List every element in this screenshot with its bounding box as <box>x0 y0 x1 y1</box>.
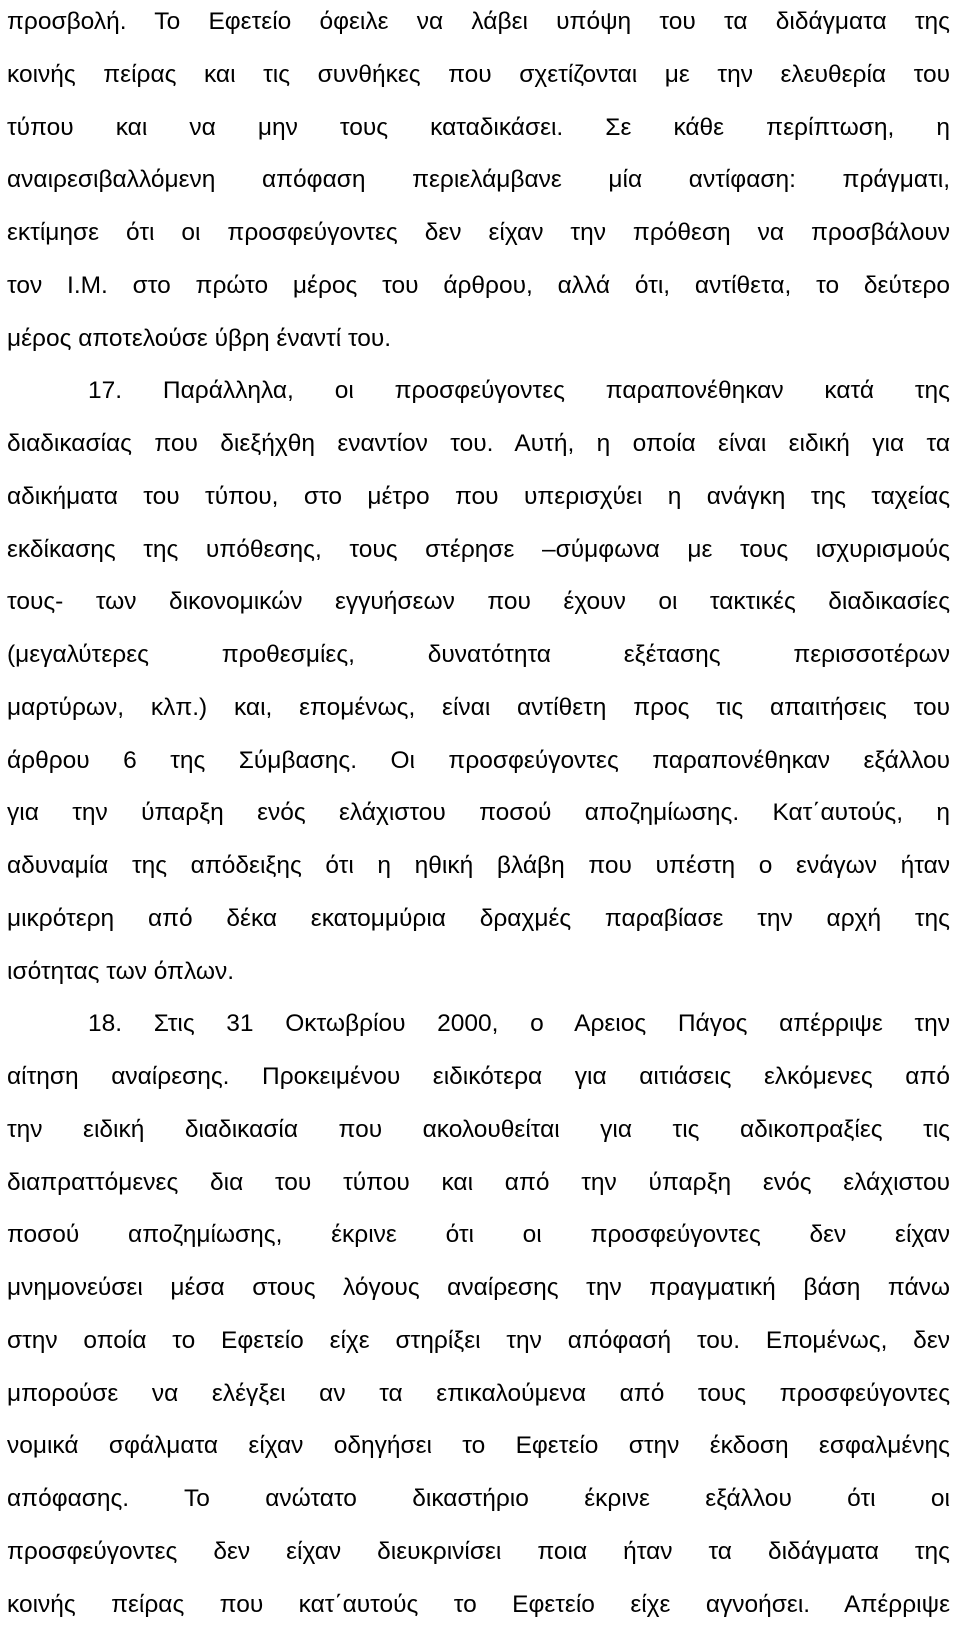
text-line: μαρτύρων, κλπ.) και, επομένως, είναι αντίθετη προς τις απαιτήσεις του <box>7 686 950 739</box>
text-line: κοινής πείρας και τις συνθήκες που σχετίζονται με την ελευθερία του <box>7 53 950 106</box>
text-line: (μεγαλύτερες προθεσμίες, δυνατότητα εξέτασης περισσοτέρων <box>7 633 950 686</box>
text-line: διαπραττόμενες δια του τύπου και από την ύπαρξη ενός ελάχιστου <box>7 1161 950 1214</box>
text-line: εκδίκασης της υπόθεσης, τους στέρησε –σύμφωνα με τους ισχυρισμούς <box>7 528 950 581</box>
document-page <box>7 0 950 1635</box>
text-line: αδυναμία της απόδειξης ότι η ηθική βλάβη που υπέστη ο ενάγων ήταν <box>7 844 950 897</box>
text-line: τους- των δικονομικών εγγυήσεων που έχουν οι τακτικές διαδικασίες <box>7 580 950 633</box>
text-line: μικρότερη από δέκα εκατομμύρια δραχμές παραβίασε την αρχή της <box>7 897 950 950</box>
text-line: ποσού αποζημίωσης, έκρινε ότι οι προσφεύγοντες δεν είχαν <box>7 1213 950 1266</box>
text-line: μπορούσε να ελέγξει αν τα επικαλούμενα από τους προσφεύγοντες <box>7 1372 950 1425</box>
paragraph-17-start: 17. Παράλληλα, οι προσφεύγοντες παραπονέθηκαν κατά της <box>7 369 950 422</box>
text-line: προσφεύγοντες δεν είχαν διευκρινίσει ποια ήταν τα διδάγματα της <box>7 1530 950 1583</box>
text-line: απόφασης. Το ανώτατο δικαστήριο έκρινε εξάλλου ότι οι <box>7 1477 950 1530</box>
text-line: άρθρου 6 της Σύμβασης. Οι προσφεύγοντες παραπονέθηκαν εξάλλου <box>7 739 950 792</box>
text-line: αίτηση αναίρεσης. Προκειμένου ειδικότερα για αιτιάσεις ελκόμενες από <box>7 1055 950 1108</box>
paragraph-18-start: 18. Στις 31 Οκτωβρίου 2000, ο Αρειος Πάγος απέρριψε την <box>7 1002 950 1055</box>
text-line: προσβολή. Το Εφετείο όφειλε να λάβει υπόψη του τα διδάγματα της <box>7 0 950 53</box>
text-line: αδικήματα του τύπου, στο μέτρο που υπερισχύει η ανάγκη της ταχείας <box>7 475 950 528</box>
text-line: κοινής πείρας που κατ΄αυτούς το Εφετείο είχε αγνοήσει. Απέρριψε <box>7 1583 950 1635</box>
text-line: νομικά σφάλματα είχαν οδηγήσει το Εφετείο στην έκδοση εσφαλμένης <box>7 1424 950 1477</box>
text-line: τον Ι.Μ. στο πρώτο μέρος του άρθρου, αλλά ότι, αντίθετα, το δεύτερο <box>7 264 950 317</box>
text-line: στην οποία το Εφετείο είχε στηρίξει την απόφασή του. Επομένως, δεν <box>7 1319 950 1372</box>
text-line: την ειδική διαδικασία που ακολουθείται για τις αδικοπραξίες τις <box>7 1108 950 1161</box>
text-line: αναιρεσιβαλλόμενη απόφαση περιελάμβανε μία αντίφαση: πράγματι, <box>7 158 950 211</box>
text-line: τύπου και να μην τους καταδικάσει. Σε κάθε περίπτωση, η <box>7 106 950 159</box>
text-line: μνημονεύσει μέσα στους λόγους αναίρεσης την πραγματική βάση πάνω <box>7 1266 950 1319</box>
paragraph-end-line: ισότητας των όπλων. <box>7 950 950 1003</box>
text-line: για την ύπαρξη ενός ελάχιστου ποσού αποζημίωσης. Κατ΄αυτούς, η <box>7 791 950 844</box>
paragraph-end-line: μέρος αποτελούσε ύβρη έναντί του. <box>7 317 950 370</box>
text-line: εκτίμησε ότι οι προσφεύγοντες δεν είχαν την πρόθεση να προσβάλουν <box>7 211 950 264</box>
text-line: διαδικασίας που διεξήχθη εναντίον του. Αυτή, η οποία είναι ειδική για τα <box>7 422 950 475</box>
